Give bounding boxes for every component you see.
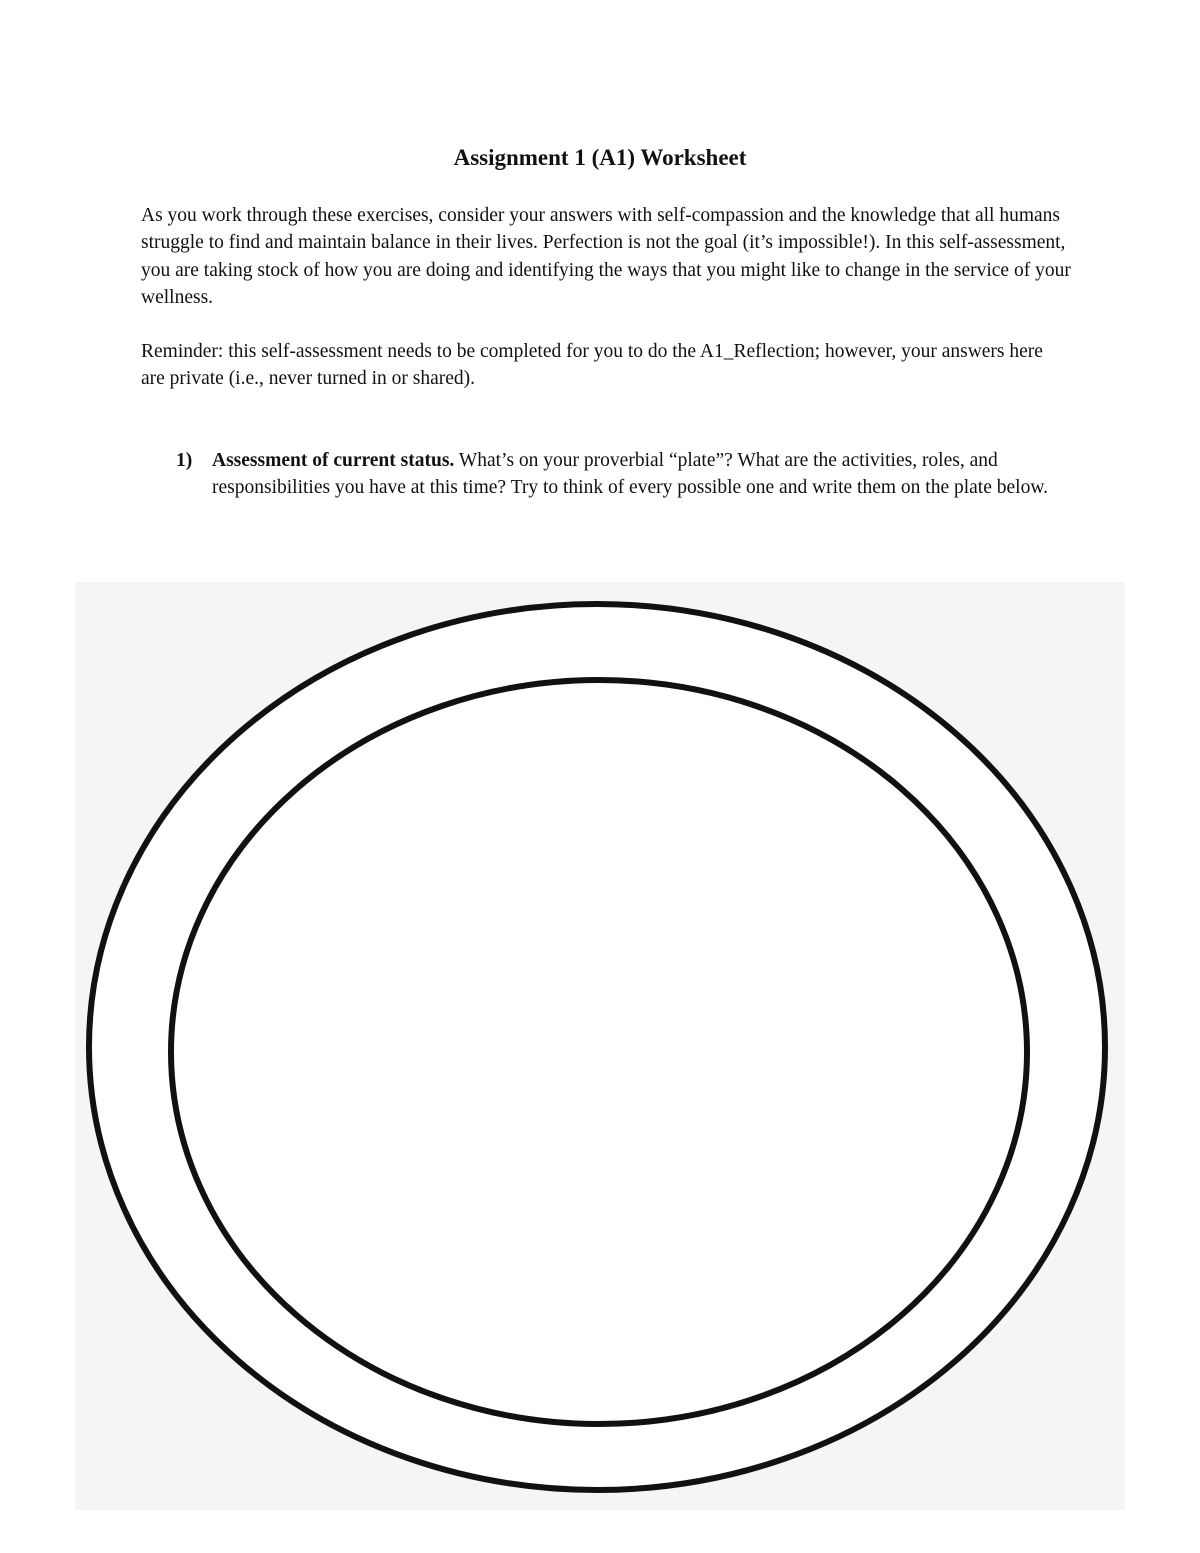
plate-illustration (75, 582, 1125, 1510)
question-body (212, 447, 1056, 502)
reminder-paragraph: Reminder: this self-assessment needs to be completed for you to do the A1_Reflection; however, your answers here are private (i.e., never turned in or shared). (141, 341, 1043, 390)
intro-paragraph: As you work through these exercises, consider your answers with self-compassion and the knowledge that all humans struggle to find and maintain balance in their lives. Perfection is not the goal (it’s impossible!). In this self-assessment, you are taking stock of how you are doing and identifying the ways that you might like to change in the service of your wellness. (141, 205, 1071, 308)
question-heading: Assessment of current status. (212, 450, 455, 471)
plate-drawing-area (75, 582, 1125, 1510)
question-1 (176, 447, 1056, 502)
page-title: Assignment 1 (A1) Worksheet (453, 145, 747, 170)
question-text: What’s on your proverbial “plate”? What are the activities, roles, and responsibilities you have at this time? Try to think of every possible one and write them on the plate below. (212, 450, 1049, 499)
question-number: 1) (176, 450, 193, 471)
plate-inner-rim (171, 680, 1027, 1424)
